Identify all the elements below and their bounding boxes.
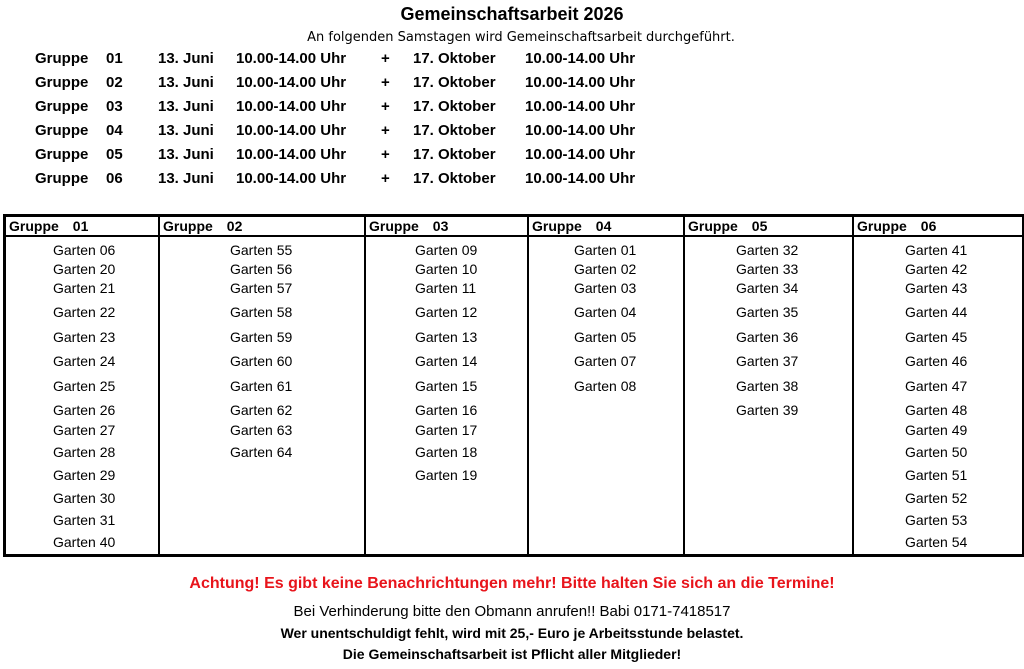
- contact-note: Bei Verhinderung bitte den Obmann anrufen!! Babi 0171-7418517: [293, 603, 731, 620]
- schedule-group-number: 05: [106, 146, 123, 163]
- group-column: [683, 217, 852, 554]
- garden-label: Garten 18: [415, 444, 478, 460]
- schedule-date-2: 17. Oktober: [413, 74, 496, 91]
- garden-label: Garten 47: [905, 378, 968, 394]
- group-column-header: [854, 217, 1022, 237]
- garden-label: Garten 23: [53, 329, 116, 345]
- schedule-plus: +: [381, 50, 390, 67]
- schedule-date-2: 17. Oktober: [413, 98, 496, 115]
- schedule-time-2: 10.00-14.00 Uhr: [525, 98, 636, 115]
- garden-label: Garten 42: [905, 261, 968, 277]
- schedule-time-1: 10.00-14.00 Uhr: [236, 170, 347, 187]
- schedule-plus: +: [381, 146, 390, 163]
- garden-label: Garten 22: [53, 304, 116, 320]
- schedule-group-number: 03: [106, 98, 123, 115]
- group-column-header: [6, 217, 158, 237]
- schedule-time-2: 10.00-14.00 Uhr: [525, 74, 636, 91]
- garden-label: Garten 59: [230, 329, 293, 345]
- schedule-row: [0, 50, 1024, 70]
- garden-label: Garten 64: [230, 444, 293, 460]
- garden-label: Garten 51: [905, 467, 968, 483]
- group-number: 06: [920, 218, 937, 234]
- garden-label: Garten 60: [230, 353, 293, 369]
- group-column-header: [685, 217, 852, 237]
- garden-label: Garten 40: [53, 534, 116, 550]
- schedule-group: Gruppe: [35, 146, 89, 163]
- schedule-plus: +: [381, 98, 390, 115]
- garden-label: Garten 09: [415, 242, 478, 258]
- group-label: Gruppe: [857, 218, 907, 234]
- garden-label: Garten 32: [736, 242, 799, 258]
- schedule-date-2: 17. Oktober: [413, 50, 496, 67]
- garden-label: Garten 19: [415, 467, 478, 483]
- group-label: Gruppe: [369, 218, 419, 234]
- group-column: [852, 217, 1022, 554]
- garden-label: Garten 35: [736, 304, 799, 320]
- garden-label: Garten 26: [53, 402, 116, 418]
- schedule-group: Gruppe: [35, 98, 89, 115]
- garden-label: Garten 12: [415, 304, 478, 320]
- garden-label: Garten 61: [230, 378, 293, 394]
- group-label: Gruppe: [163, 218, 213, 234]
- garden-label: Garten 56: [230, 261, 293, 277]
- garden-label: Garten 54: [905, 534, 968, 550]
- schedule-date-1: 13. Juni: [158, 122, 214, 139]
- garden-groups-table: [3, 214, 1024, 557]
- garden-label: Garten 29: [53, 467, 116, 483]
- schedule-group-number: 06: [106, 170, 123, 187]
- schedule-date-1: 13. Juni: [158, 146, 214, 163]
- garden-label: Garten 14: [415, 353, 478, 369]
- garden-label: Garten 57: [230, 280, 293, 296]
- schedule-row: [0, 146, 1024, 166]
- garden-label: Garten 48: [905, 402, 968, 418]
- garden-label: Garten 13: [415, 329, 478, 345]
- schedule-time-2: 10.00-14.00 Uhr: [525, 50, 636, 67]
- group-column-header: [366, 217, 527, 237]
- garden-label: Garten 49: [905, 422, 968, 438]
- group-number: 04: [595, 218, 612, 234]
- warning-notice: Achtung! Es gibt keine Benachrichtungen mehr! Bitte halten Sie sich an die Termine!: [189, 575, 835, 592]
- garden-label: Garten 53: [905, 512, 968, 528]
- group-number: 01: [72, 218, 89, 234]
- duty-note: Die Gemeinschaftsarbeit ist Pflicht aller Mitglieder!: [342, 646, 682, 662]
- group-label: Gruppe: [532, 218, 582, 234]
- schedule-date-1: 13. Juni: [158, 98, 214, 115]
- garden-label: Garten 16: [415, 402, 478, 418]
- group-label: Gruppe: [9, 218, 59, 234]
- garden-label: Garten 17: [415, 422, 478, 438]
- garden-label: Garten 07: [574, 353, 637, 369]
- garden-label: Garten 08: [574, 378, 637, 394]
- schedule-date-2: 17. Oktober: [413, 146, 496, 163]
- garden-label: Garten 02: [574, 261, 637, 277]
- garden-label: Garten 44: [905, 304, 968, 320]
- garden-label: Garten 28: [53, 444, 116, 460]
- garden-label: Garten 55: [230, 242, 293, 258]
- page-title: Gemeinschaftsarbeit 2026: [400, 4, 624, 24]
- schedule-date-1: 13. Juni: [158, 50, 214, 67]
- group-column-header: [160, 217, 364, 237]
- schedule-time-2: 10.00-14.00 Uhr: [525, 146, 636, 163]
- garden-label: Garten 15: [415, 378, 478, 394]
- garden-label: Garten 63: [230, 422, 293, 438]
- group-label: Gruppe: [688, 218, 738, 234]
- group-number: 03: [432, 218, 449, 234]
- garden-label: Garten 24: [53, 353, 116, 369]
- garden-label: Garten 46: [905, 353, 968, 369]
- schedule-group: Gruppe: [35, 74, 89, 91]
- schedule-date-1: 13. Juni: [158, 170, 214, 187]
- schedule-row: [0, 170, 1024, 190]
- group-column: [527, 217, 683, 554]
- schedule-date-2: 17. Oktober: [413, 122, 496, 139]
- schedule-group: Gruppe: [35, 122, 89, 139]
- schedule-row: [0, 122, 1024, 142]
- garden-label: Garten 41: [905, 242, 968, 258]
- schedule-plus: +: [381, 170, 390, 187]
- garden-label: Garten 43: [905, 280, 968, 296]
- schedule-plus: +: [381, 74, 390, 91]
- garden-label: Garten 03: [574, 280, 637, 296]
- garden-label: Garten 58: [230, 304, 293, 320]
- garden-label: Garten 52: [905, 490, 968, 506]
- schedule-date-1: 13. Juni: [158, 74, 214, 91]
- garden-label: Garten 21: [53, 280, 116, 296]
- garden-label: Garten 33: [736, 261, 799, 277]
- schedule-time-1: 10.00-14.00 Uhr: [236, 74, 347, 91]
- garden-label: Garten 04: [574, 304, 637, 320]
- schedule-row: [0, 98, 1024, 118]
- garden-label: Garten 27: [53, 422, 116, 438]
- group-number: 02: [226, 218, 243, 234]
- garden-label: Garten 36: [736, 329, 799, 345]
- garden-label: Garten 34: [736, 280, 799, 296]
- schedule-group-number: 02: [106, 74, 123, 91]
- schedule-time-1: 10.00-14.00 Uhr: [236, 122, 347, 139]
- garden-label: Garten 30: [53, 490, 116, 506]
- garden-label: Garten 05: [574, 329, 637, 345]
- schedule-time-1: 10.00-14.00 Uhr: [236, 98, 347, 115]
- schedule-time-2: 10.00-14.00 Uhr: [525, 122, 636, 139]
- garden-label: Garten 37: [736, 353, 799, 369]
- garden-label: Garten 25: [53, 378, 116, 394]
- group-column-header: [529, 217, 683, 237]
- group-column: [364, 217, 527, 554]
- garden-label: Garten 06: [53, 242, 116, 258]
- schedule-date-2: 17. Oktober: [413, 170, 496, 187]
- schedule-time-1: 10.00-14.00 Uhr: [236, 146, 347, 163]
- garden-label: Garten 01: [574, 242, 637, 258]
- schedule-plus: +: [381, 122, 390, 139]
- garden-label: Garten 62: [230, 402, 293, 418]
- garden-label: Garten 10: [415, 261, 478, 277]
- garden-label: Garten 38: [736, 378, 799, 394]
- page-subtitle: An folgenden Samstagen wird Gemeinschaftsarbeit durchgeführt.: [307, 30, 735, 45]
- group-column: [158, 217, 364, 554]
- schedule-group-number: 01: [106, 50, 123, 67]
- schedule-group-number: 04: [106, 122, 123, 139]
- garden-label: Garten 20: [53, 261, 116, 277]
- garden-label: Garten 39: [736, 402, 799, 418]
- schedule-group: Gruppe: [35, 50, 89, 67]
- group-column: [6, 217, 158, 554]
- schedule-group: Gruppe: [35, 170, 89, 187]
- garden-label: Garten 50: [905, 444, 968, 460]
- garden-label: Garten 45: [905, 329, 968, 345]
- schedule-time-2: 10.00-14.00 Uhr: [525, 170, 636, 187]
- schedule-time-1: 10.00-14.00 Uhr: [236, 50, 347, 67]
- penalty-note: Wer unentschuldigt fehlt, wird mit 25,- Euro je Arbeitsstunde belastet.: [280, 625, 744, 641]
- group-number: 05: [751, 218, 768, 234]
- schedule-row: [0, 74, 1024, 94]
- garden-label: Garten 31: [53, 512, 116, 528]
- garden-label: Garten 11: [415, 280, 477, 296]
